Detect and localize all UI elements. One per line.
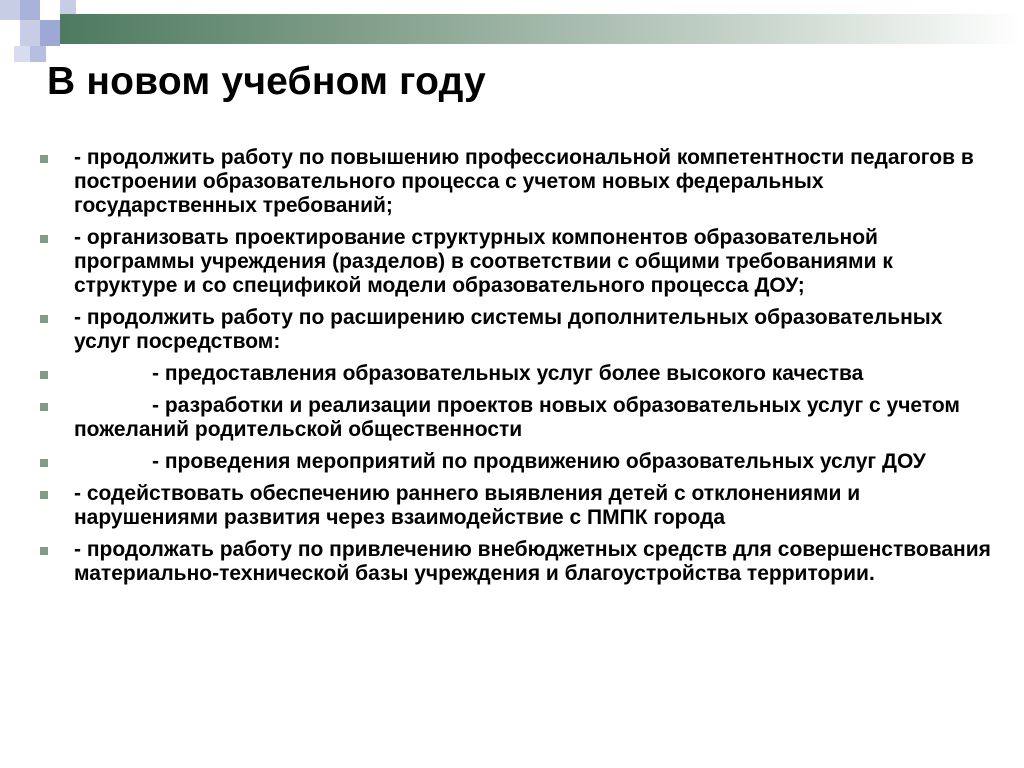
header-gradient-bar [60,14,1024,44]
bullet-text: - продолжить работу по повышению профессиональной компетентности педагогов в построении образовательного процесса с учетом новых федеральных государственных требований; [74,146,974,217]
bullet-item [38,362,998,386]
bullet-text: - разработки и реализации проектов новых образовательных услуг с учетом пожеланий родительской общественности [74,394,960,441]
decorative-square [60,0,76,14]
square-bullet-icon [38,394,74,418]
decorative-square [30,46,46,62]
bullet-text: - продолжать работу по привлечению внебюджетных средств для совершенствования материально-технической базы учреждения и благоустройства территории. [74,538,991,585]
square-bullet-icon [38,146,74,170]
decorative-square [40,20,60,46]
square-bullet-icon [38,450,74,474]
bullet-text: - содействовать обеспечению раннего выявления детей с отклонениями и нарушениями развития через взаимодействие с ПМПК города [74,482,861,529]
decorative-square [20,20,40,46]
slide-title: В новом учебном году [47,60,486,103]
decorative-square [14,46,30,62]
bullet-item [38,146,998,218]
decorative-square [0,0,20,20]
bullet-item [38,394,998,442]
square-bullet-icon [38,482,74,506]
bullet-item [38,482,998,530]
square-bullet-icon [38,306,74,330]
bullet-item [38,226,998,298]
square-bullet-icon [38,362,74,386]
bullet-text: - предоставления образовательных услуг более высокого качества [152,362,864,385]
bullet-item [38,450,998,474]
bullet-text: - проведения мероприятий по продвижению образовательных услуг ДОУ [152,450,926,473]
bullet-item [38,538,998,586]
decorative-square [40,0,60,20]
bullet-text: - организовать проектирование структурных компонентов образовательной программы учреждения (разделов) в соответствии с общими требованиями к структуре и со спецификой модели образовательного процесса ДОУ; [74,226,893,297]
bullet-text: - продолжить работу по расширению системы дополнительных образовательных услуг посредством: [74,306,943,353]
square-bullet-icon [38,538,74,562]
bullet-item [38,306,998,354]
decorative-square [20,0,40,20]
decorative-square [0,20,20,46]
square-bullet-icon [38,226,74,250]
bullet-list [38,146,998,594]
